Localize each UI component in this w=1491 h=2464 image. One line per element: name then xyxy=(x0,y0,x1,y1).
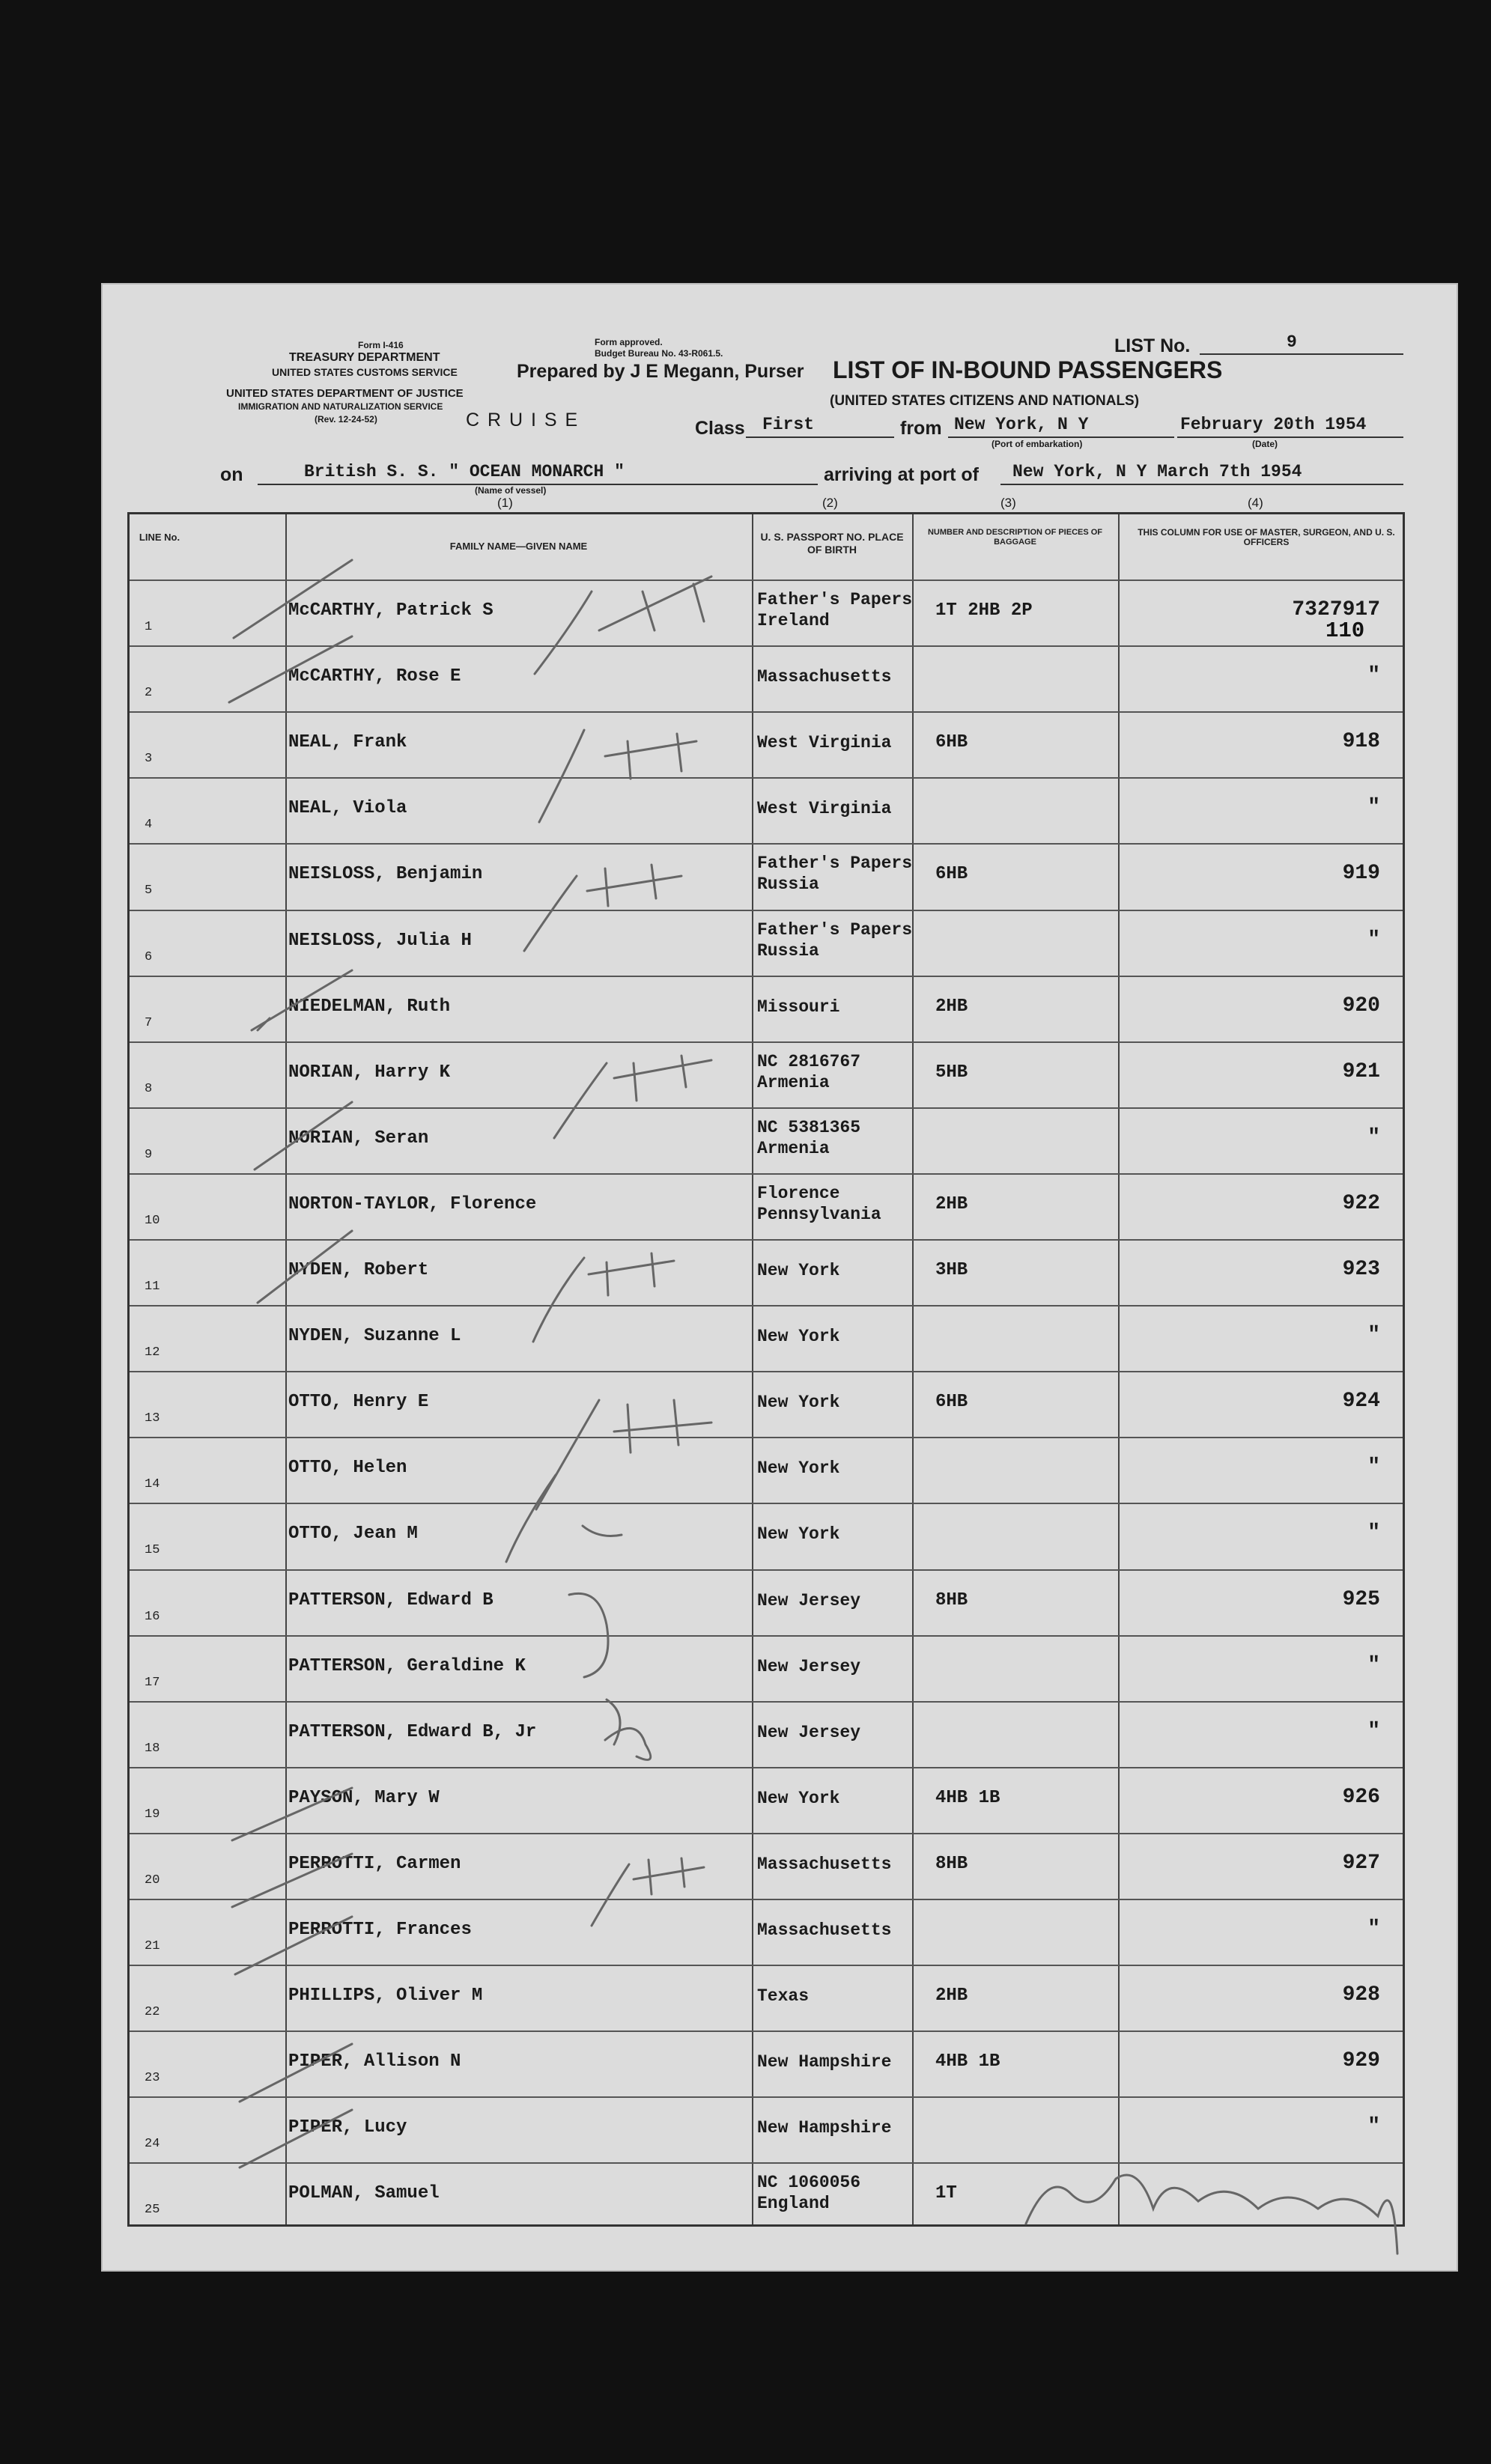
officer-number: 924 xyxy=(1342,1390,1380,1414)
passport-or-papers: NC 1060056 xyxy=(757,2173,861,2193)
place-of-birth: New Hampshire xyxy=(757,2118,892,2138)
officer-number: 928 xyxy=(1342,1983,1380,2007)
place-of-birth: New Jersey xyxy=(757,1590,861,1610)
officer-number: 925 xyxy=(1342,1587,1380,1611)
line-number: 11 xyxy=(145,1280,160,1294)
tally-mark xyxy=(599,577,711,630)
passenger-name: PIPER, Allison N xyxy=(288,2051,461,2072)
header-passport: U. S. PASSPORT NO. PLACE OF BIRTH xyxy=(760,531,904,556)
line-number: 23 xyxy=(145,2071,160,2086)
tally-mark xyxy=(539,730,696,822)
line-number: 9 xyxy=(145,1147,153,1162)
line-number: 16 xyxy=(145,1609,160,1624)
place-of-birth: Ireland xyxy=(757,611,830,630)
tally-mark xyxy=(535,591,592,674)
class-value: First xyxy=(762,415,815,434)
form-approved: Form approved. xyxy=(595,337,663,347)
on-label: on xyxy=(220,464,243,485)
line-number: 20 xyxy=(145,1873,160,1887)
tally-mark xyxy=(533,1253,674,1342)
passenger-name: McCARTHY, Patrick S xyxy=(288,600,494,621)
check-mark xyxy=(234,560,352,638)
officer-number: " xyxy=(1367,796,1380,820)
line-number: 22 xyxy=(145,2005,160,2020)
baggage: 2HB xyxy=(935,1986,968,2007)
line-number: 4 xyxy=(145,818,153,833)
passenger-name: NORIAN, Seran xyxy=(288,1128,429,1149)
header-name: FAMILY NAME—GIVEN NAME xyxy=(449,541,588,552)
baggage: 8HB xyxy=(935,1853,968,1874)
passport-or-papers: NC 5381365 xyxy=(757,1117,861,1137)
cruise-label: C R U I S E xyxy=(466,410,580,431)
baggage: 8HB xyxy=(935,1590,968,1610)
signature xyxy=(1026,2175,1397,2254)
line-number: 21 xyxy=(145,1939,160,1953)
check-mark xyxy=(229,636,352,702)
place-of-birth: Massachusetts xyxy=(757,667,892,687)
place-of-birth: Massachusetts xyxy=(757,1920,892,1940)
officer-number: " xyxy=(1367,1125,1380,1149)
header-officers: THIS COLUMN FOR USE OF MASTER, SURGEON, AND U. S. OFFICERS xyxy=(1138,527,1395,547)
list-no-value: 9 xyxy=(1287,332,1297,352)
list-title: LIST OF IN-BOUND PASSENGERS xyxy=(833,356,1223,383)
embarkation-date: February 20th 1954 xyxy=(1180,415,1367,434)
place-of-birth: Missouri xyxy=(757,997,840,1017)
place-of-birth: Russia xyxy=(757,940,819,961)
immigration-service: IMMIGRATION AND NATURALIZATION SERVICE xyxy=(238,401,443,412)
check-mark xyxy=(232,1854,352,1907)
line-number: 18 xyxy=(145,1741,160,1756)
place-of-birth: New York xyxy=(757,1327,840,1347)
tally-mark xyxy=(592,1858,704,1926)
line-number: 15 xyxy=(145,1543,160,1558)
officer-number: 929 xyxy=(1342,2049,1380,2073)
place-of-birth: New Jersey xyxy=(757,1656,861,1676)
check-mark xyxy=(255,1102,352,1169)
line-number: 12 xyxy=(145,1345,160,1360)
line-number: 25 xyxy=(145,2203,160,2218)
passenger-name: NORTON-TAYLOR, Florence xyxy=(288,1193,537,1214)
baggage: 6HB xyxy=(935,1392,968,1413)
passenger-name: PATTERSON, Edward B, Jr xyxy=(288,1721,537,1742)
place-of-birth: New York xyxy=(757,1458,840,1479)
passenger-name: OTTO, Henry E xyxy=(288,1392,429,1413)
port-embarkation-label: (Port of embarkation) xyxy=(992,439,1083,449)
baggage: 4HB 1B xyxy=(935,1787,1000,1808)
place-of-birth: Russia xyxy=(757,874,819,895)
officer-number: " xyxy=(1367,1917,1380,1941)
passenger-name: NIEDELMAN, Ruth xyxy=(288,996,451,1017)
passenger-name: PIPER, Lucy xyxy=(288,2117,407,2138)
place-of-birth: New York xyxy=(757,1393,840,1413)
officer-number: 921 xyxy=(1342,1059,1380,1083)
place-of-birth: Armenia xyxy=(757,1072,830,1092)
line-number: 14 xyxy=(145,1477,160,1492)
line-number: 6 xyxy=(145,949,153,964)
col-marker-1: (1) xyxy=(497,496,513,510)
place-of-birth: New Hampshire xyxy=(757,2052,892,2072)
form-number: Form I-416 xyxy=(358,340,404,350)
place-of-birth: New York xyxy=(757,1261,840,1280)
check-mark xyxy=(240,2044,352,2102)
line-number: 13 xyxy=(145,1411,160,1426)
officer-number: 926 xyxy=(1342,1785,1380,1809)
passport-or-papers: Father's Papers xyxy=(757,919,913,940)
passenger-name: PHILLIPS, Oliver M xyxy=(288,1986,483,2007)
officer-number: " xyxy=(1367,1324,1380,1348)
passenger-name: NYDEN, Suzanne L xyxy=(288,1326,461,1347)
place-of-birth: New Jersey xyxy=(757,1722,861,1742)
place-of-birth: Pennsylvania xyxy=(757,1204,881,1224)
place-of-birth: Texas xyxy=(757,1986,810,2007)
col-marker-4: (4) xyxy=(1248,496,1263,510)
from-label: from xyxy=(900,418,942,439)
officer-number: 7327917 xyxy=(1292,598,1380,621)
passenger-name: PATTERSON, Edward B xyxy=(288,1590,494,1610)
officer-number: 922 xyxy=(1342,1191,1380,1215)
tally-mark xyxy=(569,1593,620,1744)
citizens-subtitle: (UNITED STATES CITIZENS AND NATIONALS) xyxy=(830,393,1140,409)
col-marker-3: (3) xyxy=(1000,496,1016,510)
line-number: 3 xyxy=(145,752,153,767)
place-of-birth: England xyxy=(757,2194,830,2214)
passenger-name: NORIAN, Harry K xyxy=(288,1062,451,1083)
officer-number: " xyxy=(1367,1521,1380,1545)
class-label: Class xyxy=(695,418,745,439)
passport-or-papers: Father's Papers xyxy=(757,854,913,874)
passenger-name: PATTERSON, Geraldine K xyxy=(288,1655,526,1676)
officer-number: " xyxy=(1367,2115,1380,2139)
date-label: (Date) xyxy=(1252,439,1278,449)
check-mark xyxy=(258,1018,270,1030)
line-number: 19 xyxy=(145,1807,160,1822)
baggage: 5HB xyxy=(935,1062,968,1083)
officer-number: 923 xyxy=(1342,1258,1380,1281)
passenger-name: McCARTHY, Rose E xyxy=(288,666,461,687)
line-number: 7 xyxy=(145,1015,153,1030)
baggage: 3HB xyxy=(935,1260,968,1280)
passenger-name: POLMAN, Samuel xyxy=(288,2183,440,2204)
customs-service: UNITED STATES CUSTOMS SERVICE xyxy=(272,366,458,378)
arriving-label: arriving at port of xyxy=(824,464,979,485)
place-of-birth: West Virginia xyxy=(757,733,892,753)
check-mark xyxy=(240,2110,352,2168)
place-of-birth: Armenia xyxy=(757,1138,830,1158)
line-number: 17 xyxy=(145,1675,160,1690)
officer-number: 919 xyxy=(1342,862,1380,886)
baggage: 6HB xyxy=(935,864,968,885)
baggage: 1T xyxy=(935,2183,957,2204)
check-mark xyxy=(235,1917,352,1974)
line-number: 24 xyxy=(145,2137,160,2152)
officer-number: 927 xyxy=(1342,1851,1380,1875)
vessel-name-label: (Name of vessel) xyxy=(475,485,547,496)
officer-number: 920 xyxy=(1342,994,1380,1017)
list-no-label: LIST No. xyxy=(1114,335,1191,356)
passenger-name: NEAL, Frank xyxy=(288,732,407,753)
line-number: 8 xyxy=(145,1081,153,1096)
officer-number: " xyxy=(1367,664,1380,688)
passenger-name: OTTO, Jean M xyxy=(288,1524,418,1545)
arrival-port-date: New York, N Y March 7th 1954 xyxy=(1012,462,1302,481)
passenger-name: PERROTTI, Carmen xyxy=(288,1853,461,1874)
officer-number: " xyxy=(1367,1653,1380,1677)
passport-or-papers: Father's Papers xyxy=(757,590,913,609)
place-of-birth: West Virginia xyxy=(757,799,892,819)
tally-mark xyxy=(554,1056,711,1138)
header-baggage: NUMBER AND DESCRIPTION OF PIECES OF BAGGAGE xyxy=(927,528,1103,547)
treasury-department: TREASURY DEPARTMENT xyxy=(289,351,440,364)
passenger-name: NYDEN, Robert xyxy=(288,1260,429,1280)
line-number: 10 xyxy=(145,1213,160,1228)
baggage: 1T 2HB 2P xyxy=(935,600,1033,621)
place-of-birth: New York xyxy=(757,1524,840,1545)
passenger-name: NEISLOSS, Benjamin xyxy=(288,864,483,885)
passenger-name: PERROTTI, Frances xyxy=(288,1920,472,1940)
check-mark xyxy=(258,1231,352,1303)
passenger-name: OTTO, Helen xyxy=(288,1458,407,1479)
header-line-no: LINE No. xyxy=(139,532,180,543)
prepared-by: Prepared by J E Megann, Purser xyxy=(517,361,804,382)
check-mark xyxy=(232,1788,352,1840)
tally-mark xyxy=(536,1400,711,1509)
col-marker-2: (2) xyxy=(822,496,838,510)
officer-number: 918 xyxy=(1342,730,1380,754)
passenger-name: PAYSON, Mary W xyxy=(288,1787,440,1808)
baggage: 4HB 1B xyxy=(935,2051,1000,2072)
tally-mark xyxy=(524,865,681,951)
line-number: 2 xyxy=(145,686,153,701)
line-number: 1 xyxy=(145,620,153,634)
place-of-birth: Massachusetts xyxy=(757,1854,892,1874)
budget-bureau: Budget Bureau No. 43-R061.5. xyxy=(595,348,723,359)
passport-or-papers: NC 2816767 xyxy=(757,1051,861,1071)
justice-department: UNITED STATES DEPARTMENT OF JUSTICE xyxy=(226,387,464,400)
passport-or-papers: Florence xyxy=(757,1183,840,1203)
officer-number: " xyxy=(1367,1455,1380,1479)
tally-mark xyxy=(583,1526,622,1536)
baggage: 2HB xyxy=(935,1193,968,1214)
officer-number: " xyxy=(1367,1719,1380,1743)
place-of-birth: New York xyxy=(757,1788,840,1808)
baggage: 2HB xyxy=(935,996,968,1017)
passenger-name: NEISLOSS, Julia H xyxy=(288,930,472,951)
form-revision: (Rev. 12-24-52) xyxy=(315,414,377,425)
vessel-name: British S. S. " OCEAN MONARCH " xyxy=(304,462,625,481)
port-embarkation: New York, N Y xyxy=(954,415,1089,434)
stamp-110: 110 xyxy=(1325,618,1365,643)
baggage: 6HB xyxy=(935,732,968,753)
officer-number: " xyxy=(1367,928,1380,952)
line-number: 5 xyxy=(145,883,153,898)
tally-mark xyxy=(605,1728,651,1759)
passenger-name: NEAL, Viola xyxy=(288,798,407,819)
